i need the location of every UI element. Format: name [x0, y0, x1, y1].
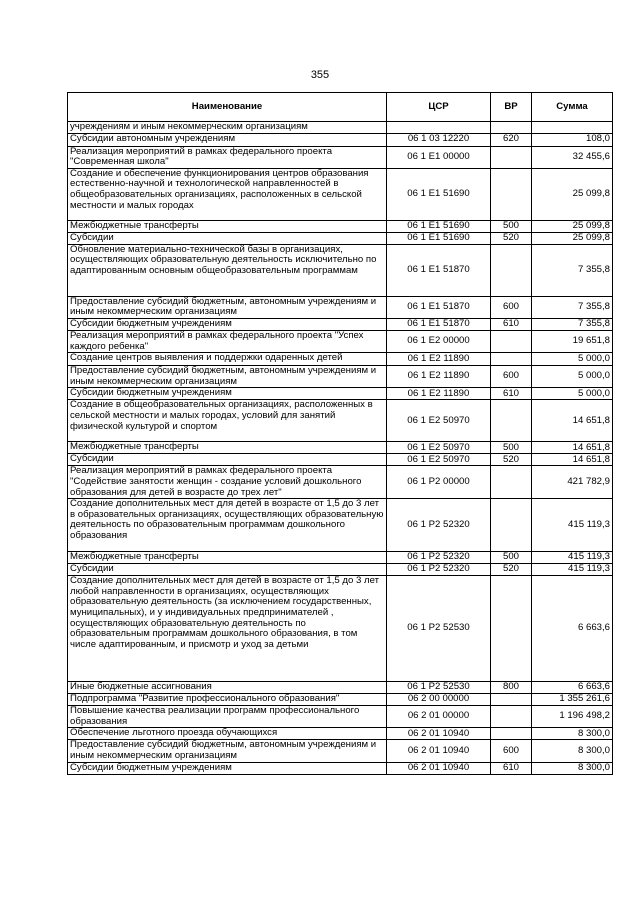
cell-sum	[532, 122, 613, 134]
cell-sum: 8 300,0	[532, 728, 613, 740]
cell-name: Субсидии автономным учреждениям	[68, 133, 387, 146]
cell-name: Субсидии	[68, 564, 387, 576]
cell-vr: 520	[491, 564, 532, 576]
table-row	[68, 168, 613, 220]
cell-csr: 06 1 E1 51870	[387, 244, 491, 296]
cell-csr: 06 2 01 00000	[387, 706, 491, 728]
cell-vr: 610	[491, 762, 532, 774]
cell-name: учреждениям и иным некоммерческим организациям	[68, 122, 387, 134]
cell-name: Обеспечение льготного проезда обучающихся	[68, 728, 387, 740]
table-row	[68, 133, 613, 146]
page-number: 355	[310, 69, 330, 81]
cell-sum: 7 355,8	[532, 244, 613, 296]
cell-csr: 06 1 E2 50970	[387, 400, 491, 442]
table-row	[68, 244, 613, 296]
cell-csr: 06 1 P2 52320	[387, 552, 491, 564]
table-row	[68, 576, 613, 682]
cell-vr: 600	[491, 366, 532, 388]
table-row	[68, 694, 613, 706]
table-row	[68, 442, 613, 454]
cell-vr	[491, 576, 532, 682]
cell-name: Предоставление субсидий бюджетным, автономным учреждениям и иным некоммерческим организациям	[68, 366, 387, 388]
cell-vr	[491, 330, 532, 352]
table-row	[68, 330, 613, 352]
cell-csr: 06 1 E2 11890	[387, 366, 491, 388]
cell-name: Реализация мероприятий в рамках федерального проекта "Современная школа"	[68, 146, 387, 168]
cell-sum: 1 196 498,2	[532, 706, 613, 728]
table-row	[68, 353, 613, 366]
cell-sum: 5 000,0	[532, 353, 613, 366]
table-row	[68, 552, 613, 564]
cell-name: Субсидии	[68, 232, 387, 244]
table-header-row	[68, 93, 613, 122]
column-header-sum: Сумма	[532, 93, 613, 122]
cell-sum: 415 119,3	[532, 552, 613, 564]
table-row	[68, 564, 613, 576]
cell-sum: 25 099,8	[532, 168, 613, 220]
cell-vr	[491, 499, 532, 552]
table-row	[68, 122, 613, 134]
cell-vr: 600	[491, 740, 532, 762]
cell-sum: 8 300,0	[532, 740, 613, 762]
cell-csr: 06 1 E1 51690	[387, 220, 491, 232]
cell-csr: 06 1 E1 51870	[387, 296, 491, 318]
cell-csr: 06 1 E1 51870	[387, 318, 491, 330]
cell-sum: 19 651,8	[532, 330, 613, 352]
cell-name: Субсидии бюджетным учреждениям	[68, 388, 387, 400]
table-row	[68, 232, 613, 244]
cell-csr: 06 1 E2 50970	[387, 454, 491, 466]
cell-name: Предоставление субсидий бюджетным, автономным учреждениям и иным некоммерческим организациям	[68, 296, 387, 318]
cell-vr: 500	[491, 220, 532, 232]
table-row	[68, 706, 613, 728]
budget-table	[67, 92, 613, 775]
cell-sum: 415 119,3	[532, 499, 613, 552]
cell-name: Реализация мероприятий в рамках федерального проекта "Содействие занятости женщин - создание условий дошкольного образования для детей в возрасте до трех лет"	[68, 466, 387, 499]
cell-sum: 25 099,8	[532, 220, 613, 232]
cell-sum: 14 651,8	[532, 442, 613, 454]
cell-sum: 8 300,0	[532, 762, 613, 774]
cell-csr: 06 1 E2 00000	[387, 330, 491, 352]
cell-name: Субсидии бюджетным учреждениям	[68, 762, 387, 774]
cell-csr: 06 1 E1 51690	[387, 232, 491, 244]
column-header-name: Наименование	[68, 93, 387, 122]
cell-sum: 421 782,9	[532, 466, 613, 499]
cell-csr: 06 2 01 10940	[387, 728, 491, 740]
cell-sum: 32 455,6	[532, 146, 613, 168]
cell-csr: 06 1 P2 52320	[387, 499, 491, 552]
cell-csr: 06 2 00 00000	[387, 694, 491, 706]
cell-csr: 06 1 P2 52530	[387, 682, 491, 694]
cell-name: Межбюджетные трансферты	[68, 220, 387, 232]
table-row	[68, 499, 613, 552]
table-row	[68, 146, 613, 168]
table-row	[68, 220, 613, 232]
cell-sum: 6 663,6	[532, 682, 613, 694]
cell-csr	[387, 122, 491, 134]
cell-sum: 25 099,8	[532, 232, 613, 244]
cell-sum: 6 663,6	[532, 576, 613, 682]
cell-csr: 06 2 01 10940	[387, 762, 491, 774]
cell-name: Создание и обеспечение функционирования центров образования естественно-научной и технологической направленностей в общеобразовательных организациях, расположенных в сельской местности и малых городах	[68, 168, 387, 220]
cell-vr: 500	[491, 442, 532, 454]
cell-vr: 800	[491, 682, 532, 694]
table-row	[68, 400, 613, 442]
cell-vr	[491, 728, 532, 740]
cell-name: Подпрограмма "Развитие профессионального образования"	[68, 694, 387, 706]
cell-csr: 06 1 03 12220	[387, 133, 491, 146]
cell-name: Межбюджетные трансферты	[68, 552, 387, 564]
cell-csr: 06 1 E1 00000	[387, 146, 491, 168]
table-row	[68, 296, 613, 318]
cell-vr	[491, 400, 532, 442]
cell-name: Предоставление субсидий бюджетным, автономным учреждениям и иным некоммерческим организациям	[68, 740, 387, 762]
table-row	[68, 728, 613, 740]
cell-csr: 06 1 E2 50970	[387, 442, 491, 454]
cell-sum: 14 651,8	[532, 454, 613, 466]
cell-name: Реализация мероприятий в рамках федерального проекта "Успех каждого ребенка"	[68, 330, 387, 352]
cell-sum: 5 000,0	[532, 366, 613, 388]
table-row	[68, 466, 613, 499]
cell-csr: 06 1 E2 11890	[387, 353, 491, 366]
cell-name: Иные бюджетные ассигнования	[68, 682, 387, 694]
cell-name: Создание центров выявления и поддержки одаренных детей	[68, 353, 387, 366]
cell-sum: 108,0	[532, 133, 613, 146]
table-row	[68, 366, 613, 388]
cell-sum: 5 000,0	[532, 388, 613, 400]
cell-vr	[491, 694, 532, 706]
cell-vr	[491, 244, 532, 296]
cell-csr: 06 1 E1 51690	[387, 168, 491, 220]
cell-name: Межбюджетные трансферты	[68, 442, 387, 454]
cell-vr: 600	[491, 296, 532, 318]
cell-name: Создание дополнительных мест для детей в возрасте от 1,5 до 3 лет в образовательных организациях, осуществляющих образовательную деятельность по образовательным программам дошкольного образования	[68, 499, 387, 552]
cell-name: Создание в общеобразовательных организациях, расположенных в сельской местности и малых городах, условий для занятий физической культурой и спортом	[68, 400, 387, 442]
cell-vr	[491, 122, 532, 134]
cell-vr: 520	[491, 454, 532, 466]
cell-vr	[491, 168, 532, 220]
cell-vr: 610	[491, 388, 532, 400]
cell-name: Обновление материально-технической базы в организациях, осуществляющих образовательную деятельность исключительно по адаптированным основным общеобразовательным программам	[68, 244, 387, 296]
cell-csr: 06 1 P2 52320	[387, 564, 491, 576]
table-row	[68, 740, 613, 762]
cell-sum: 7 355,8	[532, 318, 613, 330]
cell-vr	[491, 466, 532, 499]
column-header-csr: ЦСР	[387, 93, 491, 122]
cell-csr: 06 2 01 10940	[387, 740, 491, 762]
cell-sum: 1 355 261,6	[532, 694, 613, 706]
cell-vr: 520	[491, 232, 532, 244]
cell-vr: 610	[491, 318, 532, 330]
table-row	[68, 762, 613, 774]
cell-vr	[491, 146, 532, 168]
table-row	[68, 682, 613, 694]
cell-sum: 7 355,8	[532, 296, 613, 318]
cell-name: Субсидии бюджетным учреждениям	[68, 318, 387, 330]
cell-csr: 06 1 E2 11890	[387, 388, 491, 400]
cell-vr: 500	[491, 552, 532, 564]
cell-csr: 06 1 P2 52530	[387, 576, 491, 682]
cell-sum: 415 119,3	[532, 564, 613, 576]
table-row	[68, 454, 613, 466]
cell-name: Субсидии	[68, 454, 387, 466]
table-row	[68, 388, 613, 400]
table-row	[68, 318, 613, 330]
cell-sum: 14 651,8	[532, 400, 613, 442]
cell-csr: 06 1 P2 00000	[387, 466, 491, 499]
cell-name: Повышение качества реализации программ профессионального образования	[68, 706, 387, 728]
cell-name: Создание дополнительных мест для детей в возрасте от 1,5 до 3 лет любой направленности в организациях, осуществляющих образовательную деятельность (за исключением государственных, муниципальных), и у индивидуальных предпринимателей , осуществляющих образовательную деятельность по образовательным программам дошкольного образования, в том числе адаптированным, и присмотр и уход за детьми	[68, 576, 387, 682]
column-header-vr: ВР	[491, 93, 532, 122]
cell-vr	[491, 706, 532, 728]
cell-vr: 620	[491, 133, 532, 146]
cell-vr	[491, 353, 532, 366]
